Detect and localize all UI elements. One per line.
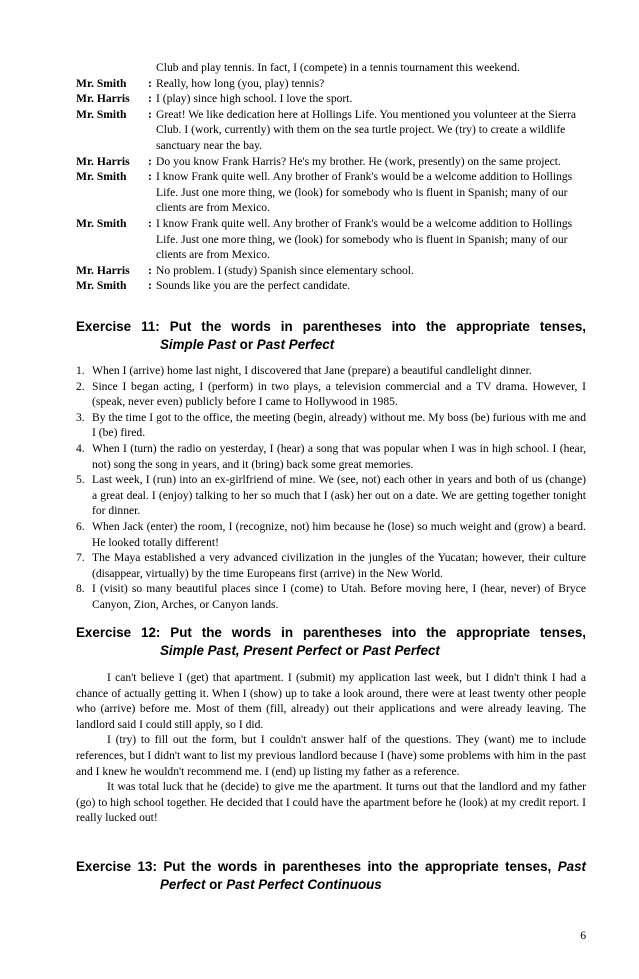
exercise-12-text xyxy=(76,670,586,826)
speech-text: I (play) since high school. I love the sport. xyxy=(156,92,353,106)
speaker-name: Mr. Smith xyxy=(76,216,127,230)
list-item: 3. By the time I got to the office, the meeting (begin, already) without me. My boss (be) furious with me and I (be) fired. xyxy=(76,410,586,440)
speech-text: Really, how long (you, play) tennis? xyxy=(156,76,325,90)
dialogue-line: Mr. Smith : Really, how long (you, play) tennis? xyxy=(76,76,586,92)
speaker-name: Mr. Smith xyxy=(76,279,127,293)
list-item: 7. The Maya established a very advanced civilization in the jungles of the Yucatan; however, their culture (disappear, virtually) by the time Europeans first (arrive) in the New World. xyxy=(76,551,586,580)
paragraph: I can't believe I (get) that apartment. I (submit) my application last week, but I didn't think I had a chance of actually getting it. When I (show) up to take a look around, there were at least twenty other people who (arrive) before me. Most of them (fill, already) out their applications and were already leaving. The landlord said I could still apply, so I did. xyxy=(76,671,586,731)
speaker-name: Mr. Smith xyxy=(76,107,127,121)
paragraph: I (try) to fill out the form, but I couldn't answer half of the questions. They (want) me to include references, but I didn't want to list my previous landlord because I (have) some problems with him in the past and I knew he wouldn't recommend me. I (end) up listing my father as a reference. xyxy=(76,733,586,778)
speaker-name: Mr. Smith xyxy=(76,170,127,184)
speaker-name: Mr. Harris xyxy=(76,263,130,277)
dialogue-line: Mr. Harris : No problem. I (study) Spanish since elementary school. xyxy=(76,263,586,279)
speaker-name: Mr. Harris xyxy=(76,154,130,168)
list-item: 8. I (visit) so many beautiful places since I (come) to Utah. Before moving here, I (hear, never) of Bryce Canyon, Zion, Arches, or Canyon lands. xyxy=(76,582,586,611)
speaker-name: Mr. Harris xyxy=(76,92,130,106)
list-item: 6. When Jack (enter) the room, I (recognize, not) him because he (lose) so much weight and (grow) a beard. He looked totally different! xyxy=(76,519,586,549)
list-item: 4. When I (turn) the radio on yesterday, I (hear) a song that was popular when I was in high school. I (hear, not) song the song in years, and it (bring) back some great memories. xyxy=(76,441,586,471)
exercise-11-heading: Exercise 11: Put the words in parentheses into the appropriate tenses, Simple Past or Past Perfect xyxy=(76,319,586,352)
speech-text: Do you know Frank Harris? He's my brother. He (work, presently) on the same project. xyxy=(156,154,561,168)
page-number: 6 xyxy=(580,929,586,942)
exercise-13-heading: Exercise 13: Put the words in parentheses into the appropriate tenses, Past Perfect or Past Perfect Continuous xyxy=(76,859,586,892)
dialogue-line: Mr. Smith : I know Frank quite well. Any brother of Frank's would be a welcome addition to Hollings Life. Just one more thing, we (look) for somebody who is fluent in Spanish; many of our clients are from Mexico. xyxy=(76,216,586,263)
speech-text: Great! We like dedication here at Hollings Life. You mentioned you volunteer at the Sierra Club. I (work, currently) with them on the sea turtle project. We (try) to create a wildlife sanctuary near the bay. xyxy=(156,107,576,152)
dialogue-line: Mr. Smith : Great! We like dedication here at Hollings Life. You mentioned you volunteer at the Sierra Club. I (work, currently) with them on the sea turtle project. We (try) to create a wildlife sanctuary near the bay. xyxy=(76,107,586,154)
exercise-11-list xyxy=(76,363,586,613)
dialogue-line: Club and play tennis. In fact, I (compete) in a tennis tournament this weekend. xyxy=(156,61,520,74)
dialogue-block xyxy=(76,60,586,294)
paragraph: It was total luck that he (decide) to give me the apartment. It turns out that the landlord and my father (go) to high school together. He decided that I could have the apartment before he (look) at my credit report. I really lucked out! xyxy=(76,780,586,825)
dialogue-line: Mr. Smith : Sounds like you are the perfect candidate. xyxy=(76,278,586,294)
speech-text: No problem. I (study) Spanish since elementary school. xyxy=(156,263,414,277)
speech-text: Sounds like you are the perfect candidate. xyxy=(156,279,351,293)
list-item: 2. Since I began acting, I (perform) in two plays, a television commercial and a TV drama. However, I (speak, never even) publicly before I came to Hollywood in 1985. xyxy=(76,379,586,409)
dialogue-line: Mr. Smith : I know Frank quite well. Any brother of Frank's would be a welcome addition to Hollings Life. Just one more thing, we (look) for somebody who is fluent in Spanish; many of our clients are from Mexico. xyxy=(76,169,586,216)
dialogue-line: Mr. Harris : I (play) since high school. I love the sport. xyxy=(76,91,586,107)
list-item: 1. When I (arrive) home last night, I discovered that Jane (prepare) a beautiful candlelight dinner. xyxy=(76,364,532,377)
dialogue-line: Mr. Harris : Do you know Frank Harris? He's my brother. He (work, presently) on the same project. xyxy=(76,154,586,170)
list-item: 5. Last week, I (run) into an ex-girlfriend of mine. We (see, not) each other in years and both of us (change) a great deal. I (enjoy) talking to her so much that I (ask) her out on a date. We are getting together tonight for dinner. xyxy=(76,473,586,518)
speech-text: I know Frank quite well. Any brother of Frank's would be a welcome addition to Hollings Life. Just one more thing, we (look) for somebody who is fluent in Spanish; many of our clients are from Mexico. xyxy=(156,216,573,262)
exercise-12-heading: Exercise 12: Put the words in parentheses into the appropriate tenses, Simple Past, Present Perfect or Past Perfect xyxy=(76,625,586,658)
speech-text: I know Frank quite well. Any brother of Frank's would be a welcome addition to Hollings Life. Just one more thing, we (look) for somebody who is fluent in Spanish; many of our clients are from Mexico. xyxy=(156,170,573,215)
speaker-name: Mr. Smith xyxy=(76,76,127,90)
